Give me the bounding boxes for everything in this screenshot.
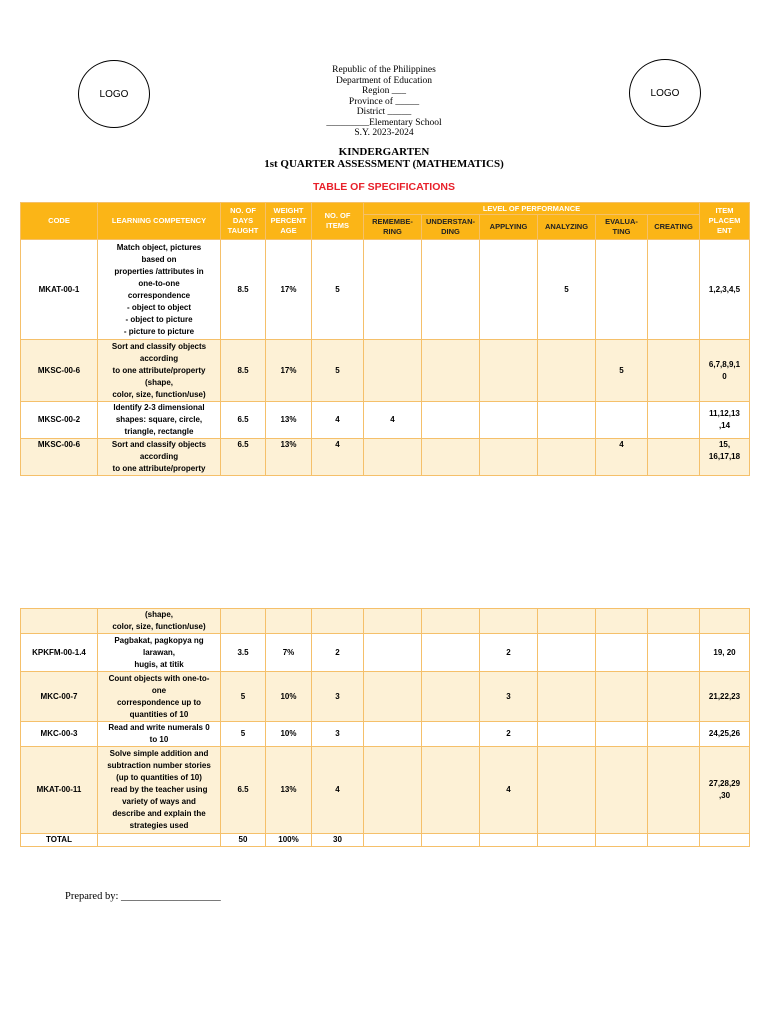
competency-cell: [98, 439, 221, 476]
evaluating-cell: 4: [596, 439, 648, 476]
header-days: NO. OF DAYS TAUGHT: [221, 203, 266, 240]
placement-cell: [700, 340, 750, 402]
cell-line: - object to picture: [125, 314, 193, 324]
days-cell: 6.5: [221, 402, 266, 439]
competency-cell: [98, 609, 221, 634]
cell-line: one-to-one: [138, 278, 180, 288]
evaluating-cell: [596, 834, 648, 847]
cell-line: (shape,: [144, 610, 173, 619]
cell-line: hugis, at titik: [134, 659, 184, 669]
items-cell: 5: [312, 340, 364, 402]
understanding-cell: [422, 722, 480, 747]
cell-line: describe and explain the: [112, 809, 206, 818]
items-cell: [312, 609, 364, 634]
header-line: Republic of the Philippines: [332, 65, 436, 75]
header-weight: WEIGHT PERCENT AGE: [266, 203, 312, 240]
code-cell: [21, 609, 98, 634]
weight-cell: 10%: [266, 672, 312, 722]
cell-line: Solve simple addition and: [109, 749, 209, 758]
table-row: [21, 609, 750, 634]
code-cell: MKSC-00-6: [21, 340, 98, 402]
understanding-cell: [422, 747, 480, 834]
creating-cell: [648, 672, 700, 722]
placement-cell: [700, 672, 750, 722]
specifications-table-page2: [20, 608, 750, 847]
cell-line: 11,12,13: [709, 409, 740, 418]
weight-cell: 13%: [266, 402, 312, 439]
applying-cell: 4: [480, 747, 538, 834]
creating-cell: [648, 240, 700, 340]
table-row: [21, 340, 750, 402]
cell-line: shapes: square, circle,: [115, 415, 203, 424]
table-title: TABLE OF SPECIFICATIONS: [313, 181, 455, 193]
cell-line: quantities of 10: [129, 709, 189, 719]
competency-cell: [98, 672, 221, 722]
applying-cell: [480, 834, 538, 847]
code-cell: MKC-00-3: [21, 722, 98, 747]
remembering-cell: [364, 747, 422, 834]
creating-cell: [648, 834, 700, 847]
evaluating-cell: [596, 722, 648, 747]
cell-line: subtraction number stories: [107, 761, 211, 770]
days-cell: 5: [221, 672, 266, 722]
placement-cell: [700, 722, 750, 747]
header-evaluating: EVALUA-TING: [596, 215, 648, 240]
table-row: [21, 634, 750, 672]
applying-cell: [480, 402, 538, 439]
remembering-cell: [364, 672, 422, 722]
applying-cell: 2: [480, 722, 538, 747]
cell-line: color, size, function/use): [112, 622, 206, 631]
evaluating-cell: [596, 402, 648, 439]
analyzing-cell: [538, 439, 596, 476]
items-cell: 4: [312, 402, 364, 439]
cell-line: Sort and classify objects: [111, 341, 207, 351]
days-cell: 8.5: [221, 240, 266, 340]
placement-cell: [700, 634, 750, 672]
header-remembering: REMEMBE-RING: [364, 215, 422, 240]
cell-line: 24,25,26: [708, 729, 741, 738]
competency-cell: [98, 722, 221, 747]
cell-line: 19, 20: [713, 647, 736, 657]
cell-line: Identify 2-3 dimensional: [113, 403, 205, 412]
header-line: District _____: [356, 107, 412, 117]
remembering-cell: [364, 340, 422, 402]
cell-line: to 10: [149, 735, 169, 744]
header-line: Department of Education: [335, 75, 433, 86]
code-cell: MKC-00-7: [21, 672, 98, 722]
header-creating: CREATING: [648, 215, 700, 240]
creating-cell: [648, 634, 700, 672]
header-item-placement: ITEM PLACEM ENT: [700, 203, 750, 240]
remembering-cell: [364, 439, 422, 476]
weight-cell: 17%: [266, 340, 312, 402]
cell-line: 1,2,3,4,5: [708, 284, 741, 294]
placement-cell: [700, 609, 750, 634]
competency-cell: [98, 747, 221, 834]
weight-cell: 13%: [266, 747, 312, 834]
cell-line: 15,: [718, 440, 731, 449]
understanding-cell: [422, 402, 480, 439]
prepared-by-line: Prepared by: ___________________: [65, 891, 221, 902]
cell-line: read by the teacher using: [110, 785, 208, 794]
weight-cell: 7%: [266, 634, 312, 672]
evaluating-cell: [596, 634, 648, 672]
weight-cell: 100%: [266, 834, 312, 847]
table-row: [21, 834, 750, 847]
assessment-title: 1st QUARTER ASSESSMENT (MATHEMATICS): [264, 158, 504, 170]
analyzing-cell: 5: [538, 240, 596, 340]
weight-cell: 10%: [266, 722, 312, 747]
days-cell: 8.5: [221, 340, 266, 402]
cell-line: 27,28,29: [708, 779, 741, 788]
cell-line: ,30: [718, 791, 731, 800]
analyzing-cell: [538, 722, 596, 747]
understanding-cell: [422, 439, 480, 476]
days-cell: 5: [221, 722, 266, 747]
applying-cell: 3: [480, 672, 538, 722]
creating-cell: [648, 722, 700, 747]
placement-cell: [700, 747, 750, 834]
cell-line: variety of ways and: [122, 797, 196, 806]
table-row: [21, 402, 750, 439]
cell-line: color, size, function/use): [112, 389, 206, 399]
items-cell: 3: [312, 722, 364, 747]
evaluating-cell: [596, 672, 648, 722]
cell-line: larawan,: [142, 647, 175, 657]
cell-line: to one attribute/property: [112, 365, 206, 375]
code-cell: MKAT-00-11: [21, 747, 98, 834]
items-cell: 2: [312, 634, 364, 672]
cell-line: properties /attributes in: [114, 266, 204, 276]
evaluating-cell: [596, 747, 648, 834]
table-row: [21, 747, 750, 834]
items-cell: 4: [312, 439, 364, 476]
header-line: S.Y. 2023-2024: [354, 128, 414, 138]
analyzing-cell: [538, 402, 596, 439]
code-cell: MKSC-00-6: [21, 439, 98, 476]
remembering-cell: [364, 609, 422, 634]
analyzing-cell: [538, 834, 596, 847]
cell-line: strategies used: [129, 821, 189, 830]
placement-cell: [700, 439, 750, 476]
competency-cell: [98, 240, 221, 340]
competency-cell: [98, 340, 221, 402]
table-row: [21, 240, 750, 340]
items-cell: 5: [312, 240, 364, 340]
competency-cell: [98, 634, 221, 672]
cell-line: Pagbakat, pagkopya ng: [114, 635, 204, 645]
weight-cell: 13%: [266, 439, 312, 476]
evaluating-cell: 5: [596, 340, 648, 402]
cell-line: 0: [722, 371, 727, 381]
header-competency: LEARNING COMPETENCY: [98, 203, 221, 240]
document-header: [0, 65, 768, 139]
cell-line: - object to object: [127, 302, 191, 312]
analyzing-cell: [538, 609, 596, 634]
days-cell: 6.5: [221, 439, 266, 476]
understanding-cell: [422, 609, 480, 634]
days-cell: 6.5: [221, 747, 266, 834]
understanding-cell: [422, 672, 480, 722]
table-row: [21, 672, 750, 722]
header-line: Region ___: [361, 86, 407, 96]
placement-cell: [700, 834, 750, 847]
cell-line: 6,7,8,9,1: [708, 359, 741, 369]
code-cell: MKAT-00-1: [21, 240, 98, 340]
creating-cell: [648, 402, 700, 439]
cell-line: triangle, rectangle: [124, 427, 194, 436]
cell-line: to one attribute/property: [112, 464, 206, 473]
remembering-cell: [364, 634, 422, 672]
table-body-page2: [21, 609, 750, 847]
items-cell: 3: [312, 672, 364, 722]
placement-cell: [700, 402, 750, 439]
table-row: [21, 722, 750, 747]
cell-line: Match object, pictures: [116, 242, 202, 252]
code-cell: TOTAL: [21, 834, 98, 847]
remembering-cell: [364, 240, 422, 340]
header-line: _________Elementary School: [326, 117, 442, 128]
header-analyzing: ANALYZING: [538, 215, 596, 240]
header-line: Province of _____: [348, 96, 420, 107]
placement-cell: [700, 240, 750, 340]
remembering-cell: 4: [364, 402, 422, 439]
days-cell: 50: [221, 834, 266, 847]
cell-line: 21,22,23: [708, 691, 741, 701]
evaluating-cell: [596, 609, 648, 634]
cell-line: 16,17,18: [708, 452, 741, 461]
cell-line: Read and write numerals 0: [108, 723, 210, 732]
understanding-cell: [422, 634, 480, 672]
understanding-cell: [422, 340, 480, 402]
table-body-page1: [21, 240, 750, 476]
creating-cell: [648, 747, 700, 834]
competency-cell: [98, 402, 221, 439]
logo-left-text: LOGO: [99, 88, 129, 100]
cell-line: according: [139, 353, 179, 363]
header-applying: APPLYING: [480, 215, 538, 240]
remembering-cell: [364, 722, 422, 747]
cell-line: correspondence: [127, 290, 191, 300]
specifications-table-page1: [20, 202, 750, 476]
understanding-cell: [422, 240, 480, 340]
cell-line: Sort and classify objects: [111, 440, 207, 449]
applying-cell: [480, 240, 538, 340]
analyzing-cell: [538, 340, 596, 402]
applying-cell: 2: [480, 634, 538, 672]
header-code: CODE: [21, 203, 98, 240]
understanding-cell: [422, 834, 480, 847]
cell-line: according: [139, 452, 179, 461]
cell-line: based on: [141, 254, 177, 264]
cell-line: Count objects with one-to-: [108, 673, 210, 683]
table-row: [21, 439, 750, 476]
header-items: NO. OF ITEMS: [312, 203, 364, 240]
analyzing-cell: [538, 672, 596, 722]
cell-line: one: [151, 685, 167, 695]
creating-cell: [648, 439, 700, 476]
cell-line: ,14: [718, 421, 731, 430]
weight-cell: [266, 609, 312, 634]
remembering-cell: [364, 834, 422, 847]
analyzing-cell: [538, 747, 596, 834]
creating-cell: [648, 340, 700, 402]
applying-cell: [480, 340, 538, 402]
cell-line: - picture to picture: [123, 326, 195, 336]
items-cell: 30: [312, 834, 364, 847]
code-cell: KPKFM-00-1.4: [21, 634, 98, 672]
code-cell: MKSC-00-2: [21, 402, 98, 439]
competency-cell: [98, 834, 221, 847]
header-understanding: UNDERSTAN-DING: [422, 215, 480, 240]
header-level-of-performance: LEVEL OF PERFORMANCE: [364, 203, 700, 215]
cell-line: (up to quantities of 10): [116, 773, 202, 782]
cell-line: (shape,: [144, 377, 173, 387]
applying-cell: [480, 439, 538, 476]
days-cell: [221, 609, 266, 634]
days-cell: 3.5: [221, 634, 266, 672]
evaluating-cell: [596, 240, 648, 340]
creating-cell: [648, 609, 700, 634]
logo-right-text: LOGO: [650, 87, 680, 99]
weight-cell: 17%: [266, 240, 312, 340]
cell-line: correspondence up to: [116, 697, 201, 707]
analyzing-cell: [538, 634, 596, 672]
applying-cell: [480, 609, 538, 634]
grade-title: KINDERGARTEN: [338, 146, 430, 158]
items-cell: 4: [312, 747, 364, 834]
